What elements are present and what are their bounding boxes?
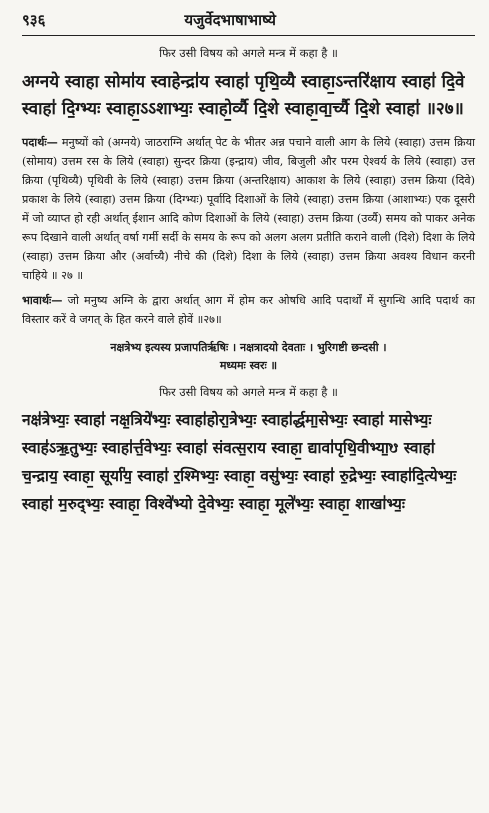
page-number: ९३६ (22, 11, 46, 29)
running-title: यजुर्वेदभाषाभाष्ये (184, 11, 276, 29)
bhavartha-paragraph (22, 291, 475, 329)
padartha-text: मनुष्यों को (अग्नये) जाठराग्नि अर्थात् पेट के भीतर अन्न पचाने वाली आग के लिये (स्वाहा) उत्तम क्रिया (सोमाय) उत्तम रस के लिये (स्वाहा) सुन्दर क्रिया (इन्द्राय) जीव, बिजुली और परम ऐश्वर्य के लिये (स्वाहा) उत्त क्रिया (पृथिव्यै) पृथिवी के लिये (स्वाहा) उत्तम क्रिया (अन्तरिक्षाय) आकाश के लिये (स्वाहा) उत्तम क्रिया (दिवे) प्रकाश के लिये (स्वाहा) उत्तम क्रिया (दिग्भ्यः) पूर्वादि दिशाओं के लिये (स्वाहा) उत्तम क्रिया (आशाभ्यः) एक दूसरी में जो व्याप्त हो रही अर्थात् ईशान आदि कोण दिशाओं के लिये (स्वाहा) उत्तम क्रिया (उर्व्यै) समय को पाकर अनेक रूप दिखाने वाली अर्थात् वर्षा गर्मी सर्दी के समय के रूप को अलग अलग प्रतीति कराने वाली (दिशे) दिशा के लिये (स्वाहा) उत्तम क्रिया और (अर्वाच्यै) नीचे की (दिशे) दिशा के लिये (स्वाहा) उत्तम क्रिया अवश्य विधान करनी चाहिये ॥ २७ ॥ (22, 136, 475, 282)
mantra-28: नक्ष॑त्रेभ्यः॒ स्वाहा॑ नक्ष॒त्रिये॑भ्यः॒ स्वाहा॑होरा॒त्रेभ्यः॒ स्वाहा॑र्द्धमा॒सेभ्यः॒ स्वाहा॑ मासेभ्यः॒ स्वाह॑ऽऋ॒तुभ्यः॒ स्वाहा॑र्त्त॒वेभ्यः॒ स्वाहा॑ संवत्स॒राय स्वाहा॒ द्यावा॑पृथि॒वीभ्या॒ᳪ स्वाहा॑ च॒न्द्राय॒ स्वाहा॒ सूर्या॑य॒ स्वाहा॑ र॒श्मिभ्यः॒ स्वाहा॒ वसु॑भ्यः॒ स्वाहा॑ रु॒द्रेभ्यः॒ स्वाहा॑दि॒त्येभ्यः॒ स्वाहा॑ म॒रुद्भ्यः॒ स्वाहा॒ विश्वे॑भ्यो दे॒वेभ्यः॒ स्वाहा॒ मूले॑भ्यः॒ स्वाहा॒ शाखा॑भ्यः॒ (22, 410, 457, 513)
meta-line-2: मध्यमः स्वरः ॥ (219, 359, 278, 372)
section-intro-1: फिर उसी विषय को अगले मन्त्र में कहा है ॥ (159, 46, 338, 60)
bhavartha-label: भावार्थः— (22, 293, 63, 307)
section-intro-2: फिर उसी विषय को अगले मन्त्र में कहा है ॥ (159, 385, 338, 399)
header-rule (22, 35, 475, 36)
page-header (22, 10, 475, 30)
padartha-paragraph (22, 133, 475, 285)
bhavartha-text: जो मनुष्य अग्नि के द्वारा अर्थात् आग में होम कर ओषधि आदि पदार्थों में सुगन्धि आदि पदार्थ का विस्तार करें वे जगत् के हित करने वाले होवें ॥२७॥ (22, 294, 475, 326)
meta-line-1: नक्षत्रेभ्य इत्यस्य प्रजापतिर्ऋषिः । नक्षत्रादयो देवताः । भुरिगष्टी छन्दसी । (110, 341, 387, 354)
mantra-27: अग्नये स्वाहा सोमा॑य स्वाहेन्द्रा॑य स्वाहा॑ पृथि॒व्यै स्वाहा॒ऽन्तरि॑क्षाय स्वाहा॑ दि॒वे स्वाहा॑ दि॒ग्भ्यः स्वाहा॒ऽऽशाभ्यः॒ स्वाहो॒र्व्यै दि॒शे स्वाहा॒वा॒र्च्यै दि॒शे स्वाहा॑ ॥२७॥ (22, 72, 465, 119)
padartha-label: पदार्थः— (22, 135, 58, 149)
rishi-devata-line (22, 339, 475, 375)
